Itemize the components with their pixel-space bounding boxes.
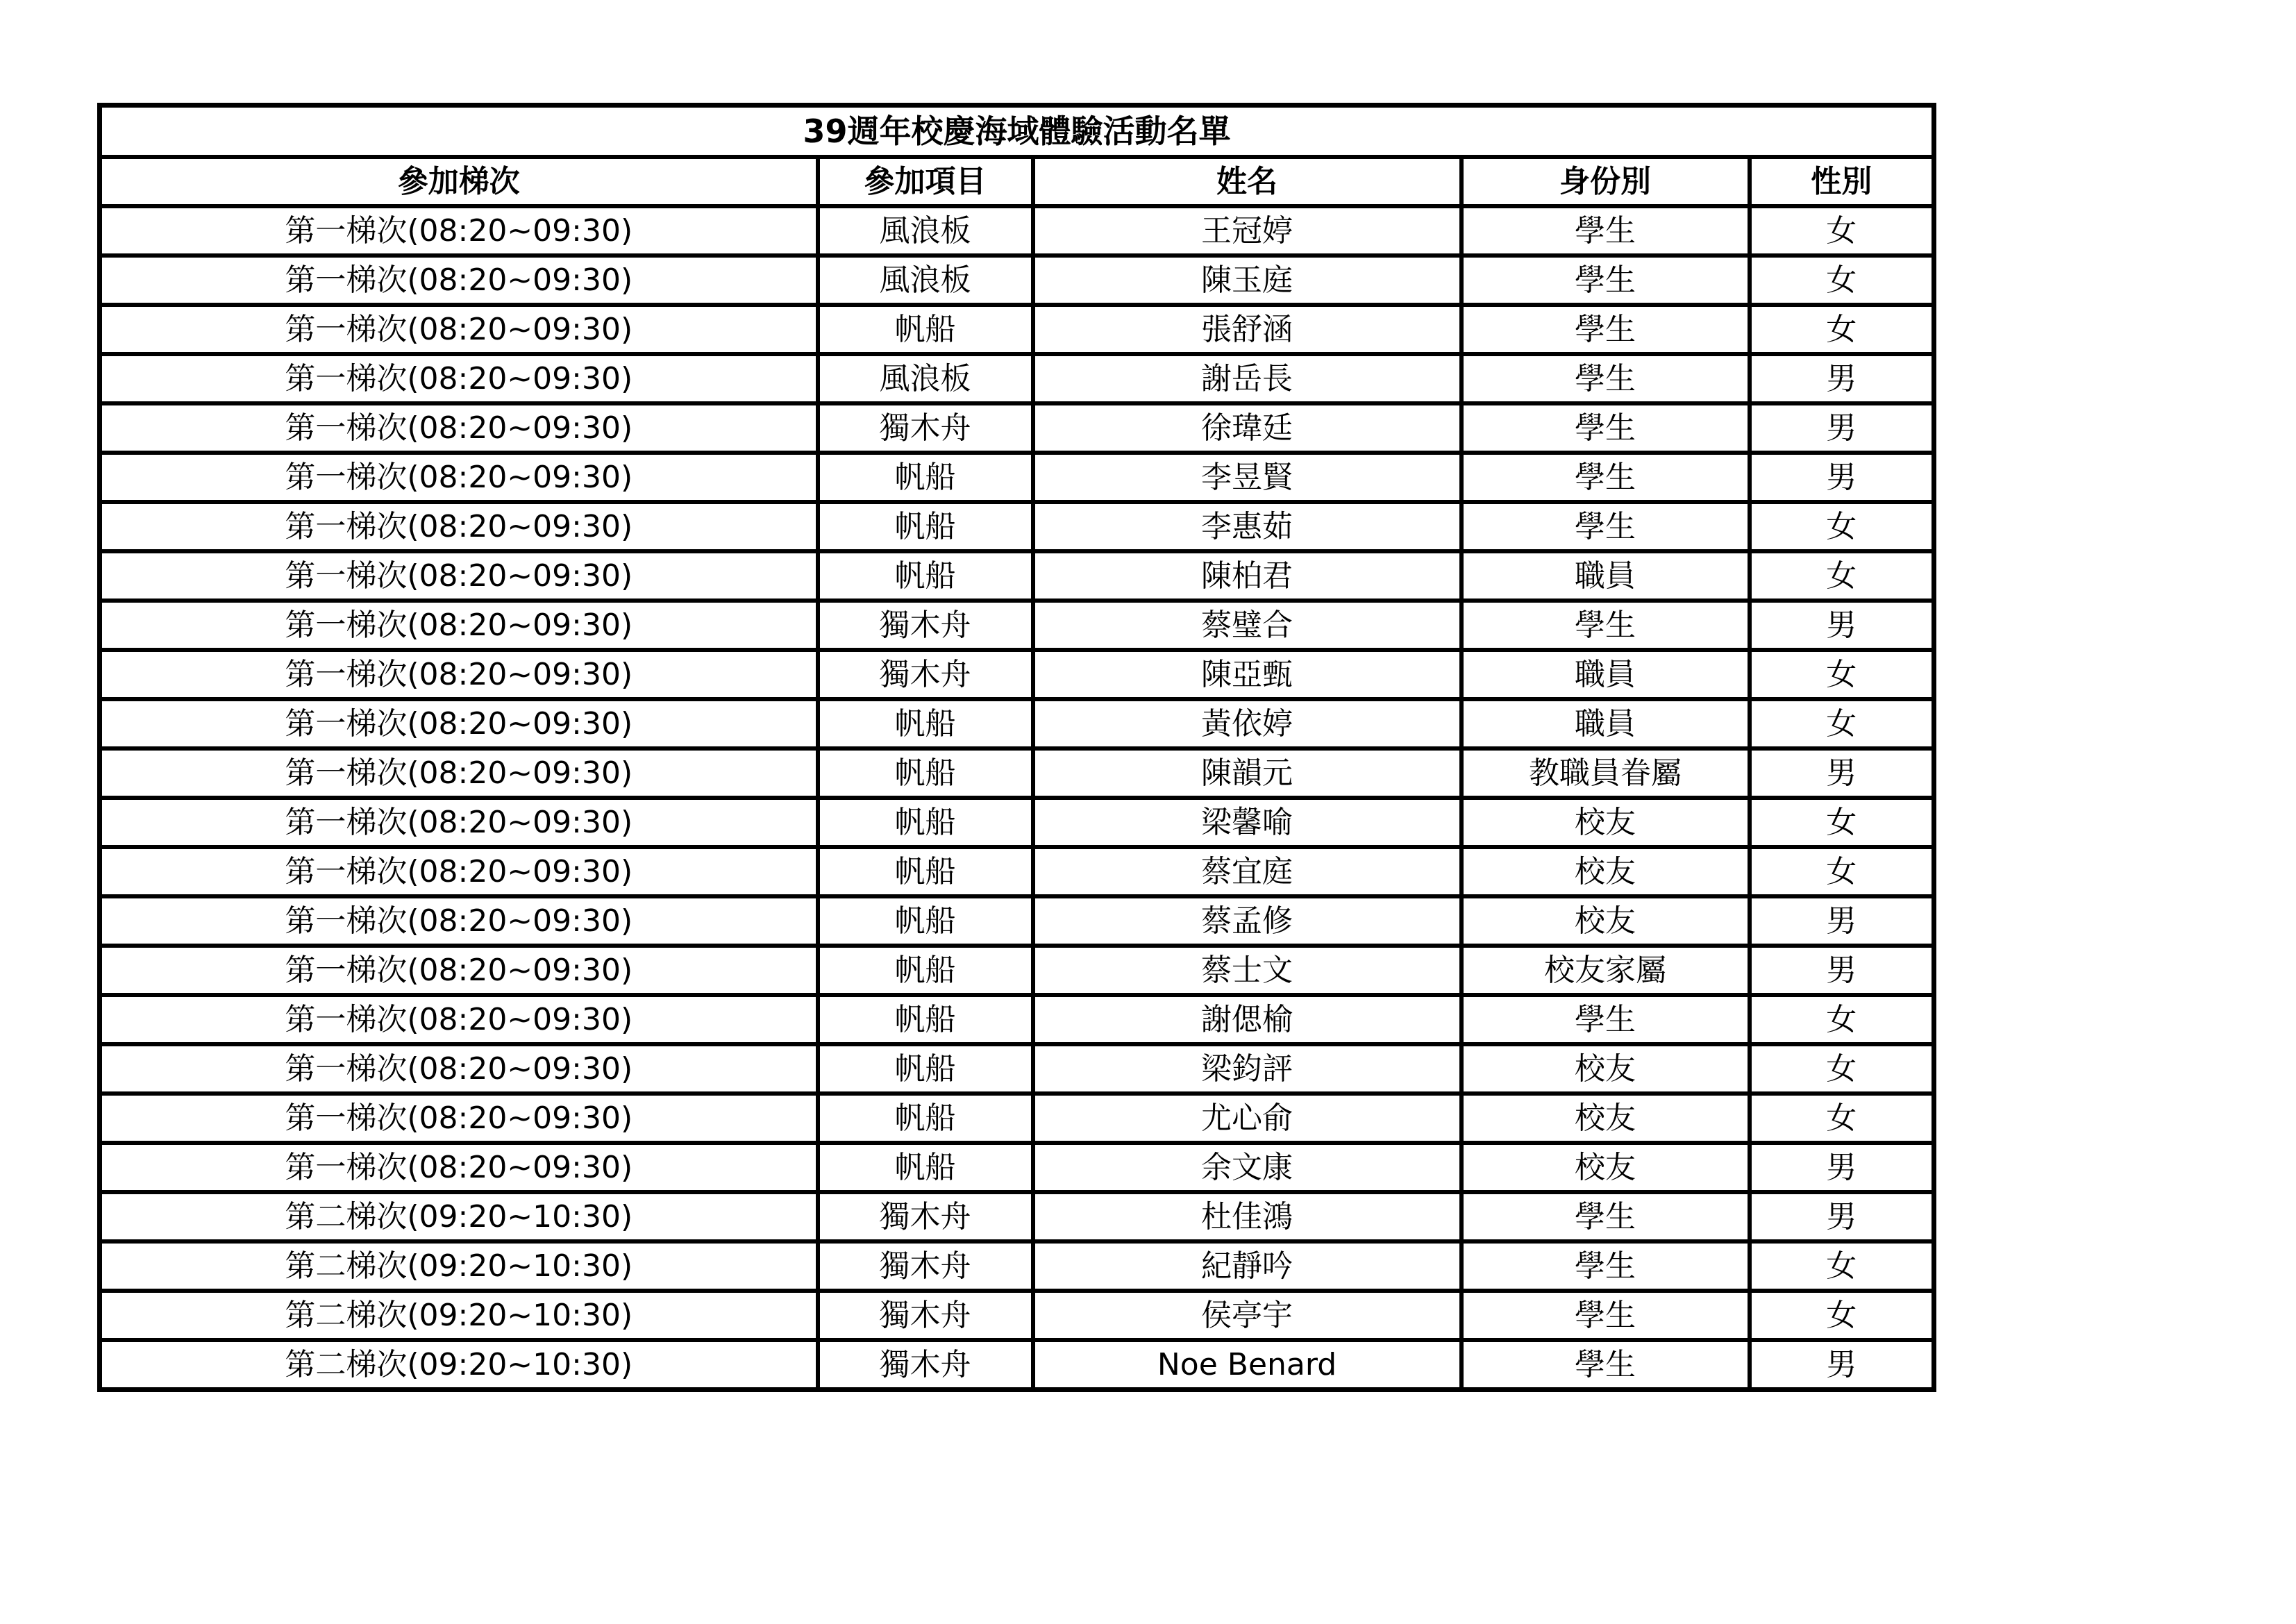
table-row <box>100 453 1934 502</box>
cell-name: 尤心俞 <box>1033 1094 1461 1143</box>
cell-name: 梁馨喻 <box>1033 798 1461 847</box>
cell-identity: 學生 <box>1461 453 1750 502</box>
cell-name: 蔡璧合 <box>1033 601 1461 650</box>
cell-identity: 學生 <box>1461 1291 1750 1340</box>
cell-gender: 女 <box>1750 650 1934 699</box>
table-row <box>100 601 1934 650</box>
cell-gender: 女 <box>1750 699 1934 748</box>
cell-activity: 帆船 <box>818 798 1033 847</box>
cell-session: 第一梯次(08:20~09:30) <box>100 403 818 453</box>
cell-name: 陳柏君 <box>1033 551 1461 601</box>
table-row <box>100 305 1934 354</box>
cell-name: 陳玉庭 <box>1033 256 1461 305</box>
cell-activity: 獨木舟 <box>818 601 1033 650</box>
cell-gender: 男 <box>1750 601 1934 650</box>
cell-activity: 帆船 <box>818 995 1033 1044</box>
cell-gender: 女 <box>1750 995 1934 1044</box>
cell-session: 第一梯次(08:20~09:30) <box>100 256 818 305</box>
table-row <box>100 1094 1934 1143</box>
cell-session: 第一梯次(08:20~09:30) <box>100 601 818 650</box>
cell-gender: 男 <box>1750 748 1934 798</box>
cell-gender: 男 <box>1750 1143 1934 1192</box>
table-body <box>100 206 1934 1390</box>
table-row <box>100 256 1934 305</box>
cell-activity: 獨木舟 <box>818 403 1033 453</box>
cell-identity: 學生 <box>1461 305 1750 354</box>
cell-identity: 學生 <box>1461 1192 1750 1241</box>
cell-name: 梁鈞評 <box>1033 1044 1461 1094</box>
cell-gender: 女 <box>1750 551 1934 601</box>
cell-identity: 校友 <box>1461 847 1750 896</box>
cell-identity: 職員 <box>1461 699 1750 748</box>
table-title: 39週年校慶海域體驗活動名單 <box>100 106 1934 158</box>
table-row <box>100 798 1934 847</box>
cell-name: 蔡宜庭 <box>1033 847 1461 896</box>
table-row <box>100 995 1934 1044</box>
column-header-gender: 性別 <box>1750 157 1934 206</box>
cell-session: 第一梯次(08:20~09:30) <box>100 847 818 896</box>
table-row <box>100 650 1934 699</box>
cell-identity: 校友 <box>1461 1094 1750 1143</box>
cell-gender: 女 <box>1750 305 1934 354</box>
cell-name: 杜佳鴻 <box>1033 1192 1461 1241</box>
cell-activity: 風浪板 <box>818 354 1033 403</box>
cell-gender: 女 <box>1750 1094 1934 1143</box>
cell-identity: 教職員眷屬 <box>1461 748 1750 798</box>
column-header-activity: 參加項目 <box>818 157 1033 206</box>
cell-identity: 校友家屬 <box>1461 946 1750 995</box>
cell-name: 李昱賢 <box>1033 453 1461 502</box>
cell-session: 第一梯次(08:20~09:30) <box>100 1044 818 1094</box>
cell-activity: 風浪板 <box>818 206 1033 256</box>
table-row <box>100 1291 1934 1340</box>
cell-identity: 校友 <box>1461 1143 1750 1192</box>
cell-session: 第一梯次(08:20~09:30) <box>100 453 818 502</box>
cell-activity: 獨木舟 <box>818 1241 1033 1291</box>
cell-activity: 帆船 <box>818 748 1033 798</box>
participant-table <box>97 103 1936 1392</box>
cell-identity: 學生 <box>1461 601 1750 650</box>
cell-gender: 男 <box>1750 1340 1934 1390</box>
table-row <box>100 1143 1934 1192</box>
cell-name: 紀靜吟 <box>1033 1241 1461 1291</box>
cell-session: 第二梯次(09:20~10:30) <box>100 1291 818 1340</box>
cell-identity: 學生 <box>1461 1340 1750 1390</box>
cell-session: 第二梯次(09:20~10:30) <box>100 1340 818 1390</box>
title-row <box>100 106 1934 158</box>
cell-name: 謝岳長 <box>1033 354 1461 403</box>
cell-name: 侯亭宇 <box>1033 1291 1461 1340</box>
table-row <box>100 403 1934 453</box>
cell-identity: 校友 <box>1461 896 1750 946</box>
cell-activity: 獨木舟 <box>818 1340 1033 1390</box>
cell-session: 第一梯次(08:20~09:30) <box>100 699 818 748</box>
table-row <box>100 354 1934 403</box>
cell-session: 第一梯次(08:20~09:30) <box>100 1094 818 1143</box>
cell-session: 第一梯次(08:20~09:30) <box>100 748 818 798</box>
cell-name: 蔡士文 <box>1033 946 1461 995</box>
cell-session: 第一梯次(08:20~09:30) <box>100 551 818 601</box>
table-row <box>100 946 1934 995</box>
cell-gender: 男 <box>1750 354 1934 403</box>
cell-activity: 帆船 <box>818 305 1033 354</box>
cell-session: 第一梯次(08:20~09:30) <box>100 305 818 354</box>
cell-gender: 男 <box>1750 896 1934 946</box>
cell-gender: 女 <box>1750 206 1934 256</box>
column-header-name: 姓名 <box>1033 157 1461 206</box>
cell-identity: 學生 <box>1461 206 1750 256</box>
cell-activity: 帆船 <box>818 847 1033 896</box>
cell-name: Noe Benard <box>1033 1340 1461 1390</box>
cell-activity: 獨木舟 <box>818 1192 1033 1241</box>
cell-name: 陳韻元 <box>1033 748 1461 798</box>
cell-session: 第一梯次(08:20~09:30) <box>100 650 818 699</box>
cell-activity: 帆船 <box>818 453 1033 502</box>
cell-activity: 帆船 <box>818 946 1033 995</box>
cell-activity: 獨木舟 <box>818 1291 1033 1340</box>
cell-identity: 學生 <box>1461 354 1750 403</box>
cell-activity: 獨木舟 <box>818 650 1033 699</box>
cell-activity: 帆船 <box>818 551 1033 601</box>
cell-activity: 帆船 <box>818 1143 1033 1192</box>
cell-name: 徐瑋廷 <box>1033 403 1461 453</box>
cell-identity: 校友 <box>1461 798 1750 847</box>
table-row <box>100 1340 1934 1390</box>
cell-identity: 職員 <box>1461 650 1750 699</box>
cell-activity: 帆船 <box>818 1044 1033 1094</box>
table-row <box>100 502 1934 551</box>
table-row <box>100 847 1934 896</box>
table-row <box>100 699 1934 748</box>
cell-identity: 學生 <box>1461 1241 1750 1291</box>
cell-session: 第一梯次(08:20~09:30) <box>100 995 818 1044</box>
cell-gender: 男 <box>1750 403 1934 453</box>
cell-activity: 帆船 <box>818 1094 1033 1143</box>
table-row <box>100 896 1934 946</box>
cell-gender: 女 <box>1750 256 1934 305</box>
table-row <box>100 1192 1934 1241</box>
cell-name: 王冠婷 <box>1033 206 1461 256</box>
cell-gender: 男 <box>1750 946 1934 995</box>
cell-name: 余文康 <box>1033 1143 1461 1192</box>
table-row <box>100 748 1934 798</box>
table-row <box>100 551 1934 601</box>
cell-session: 第一梯次(08:20~09:30) <box>100 1143 818 1192</box>
cell-identity: 學生 <box>1461 403 1750 453</box>
table-row <box>100 1241 1934 1291</box>
cell-activity: 帆船 <box>818 502 1033 551</box>
header-row <box>100 157 1934 206</box>
cell-name: 黃依婷 <box>1033 699 1461 748</box>
cell-session: 第一梯次(08:20~09:30) <box>100 206 818 256</box>
cell-session: 第一梯次(08:20~09:30) <box>100 502 818 551</box>
cell-session: 第一梯次(08:20~09:30) <box>100 896 818 946</box>
table-row <box>100 206 1934 256</box>
column-header-identity: 身份別 <box>1461 157 1750 206</box>
cell-gender: 女 <box>1750 847 1934 896</box>
cell-session: 第二梯次(09:20~10:30) <box>100 1192 818 1241</box>
cell-gender: 女 <box>1750 502 1934 551</box>
cell-session: 第一梯次(08:20~09:30) <box>100 946 818 995</box>
cell-name: 蔡孟修 <box>1033 896 1461 946</box>
cell-session: 第二梯次(09:20~10:30) <box>100 1241 818 1291</box>
cell-gender: 女 <box>1750 1241 1934 1291</box>
cell-name: 李惠茹 <box>1033 502 1461 551</box>
cell-name: 張舒涵 <box>1033 305 1461 354</box>
cell-activity: 帆船 <box>818 699 1033 748</box>
cell-gender: 女 <box>1750 1044 1934 1094</box>
cell-identity: 學生 <box>1461 256 1750 305</box>
cell-identity: 職員 <box>1461 551 1750 601</box>
cell-activity: 風浪板 <box>818 256 1033 305</box>
table-row <box>100 1044 1934 1094</box>
cell-gender: 男 <box>1750 453 1934 502</box>
column-header-session: 參加梯次 <box>100 157 818 206</box>
cell-name: 陳亞甄 <box>1033 650 1461 699</box>
cell-gender: 女 <box>1750 1291 1934 1340</box>
cell-identity: 校友 <box>1461 1044 1750 1094</box>
cell-session: 第一梯次(08:20~09:30) <box>100 354 818 403</box>
cell-gender: 女 <box>1750 798 1934 847</box>
cell-activity: 帆船 <box>818 896 1033 946</box>
cell-session: 第一梯次(08:20~09:30) <box>100 798 818 847</box>
cell-identity: 學生 <box>1461 995 1750 1044</box>
cell-identity: 學生 <box>1461 502 1750 551</box>
cell-gender: 男 <box>1750 1192 1934 1241</box>
cell-name: 謝偲榆 <box>1033 995 1461 1044</box>
